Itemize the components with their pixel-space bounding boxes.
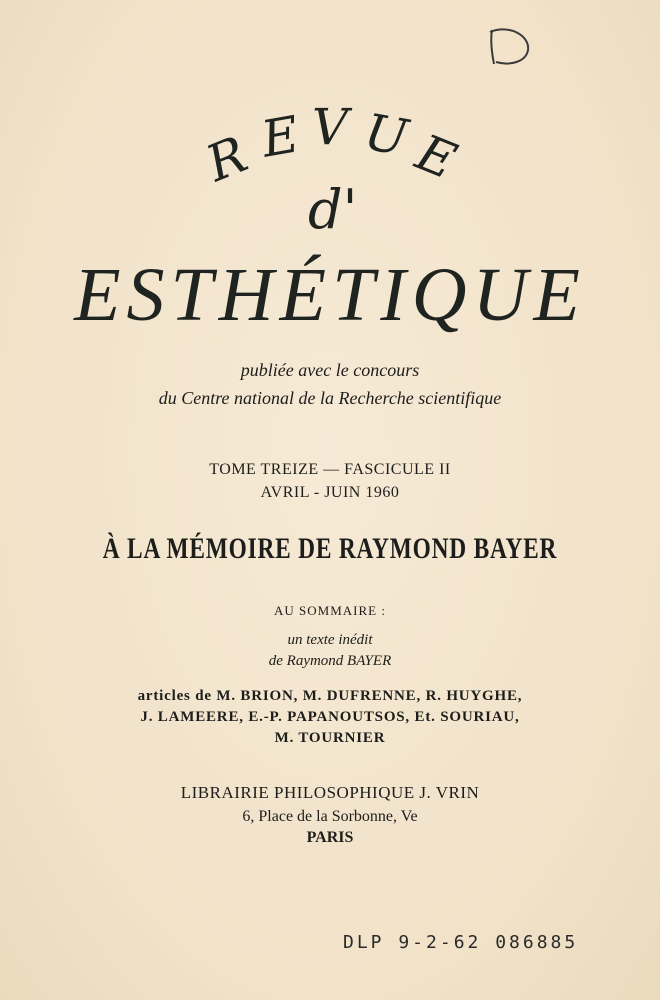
publisher-address: 6, Place de la Sorbonne, Ve	[242, 808, 418, 825]
publisher-name: LIBRAIRIE PHILOSOPHIQUE J. VRIN	[180, 783, 480, 802]
subtitle-line: du Centre national de la Recherche scientifique	[158, 388, 502, 408]
handwritten-mark	[480, 22, 540, 72]
revue-letter: U	[360, 102, 412, 168]
issue-date: AVRIL - JUIN 1960	[260, 484, 400, 501]
contents-line: un texte inédit	[287, 632, 373, 648]
articles-line: J. LAMEERE, E.-P. PAPANOUTSOS, Et. SOURIAU,	[140, 709, 520, 725]
revue-letter: E	[257, 105, 304, 169]
articles-line: M. TOURNIER	[274, 730, 386, 746]
library-stamp: DLP 9-2-62 086885	[343, 932, 579, 953]
publisher-city: PARIS	[306, 829, 354, 846]
contents-label: AU SOMMAIRE :	[274, 603, 386, 618]
articles-line: articles de M. BRION, M. DUFRENNE, R. HUYGHE,	[137, 688, 523, 704]
subtitle-line: publiée avec le concours	[240, 360, 420, 380]
journal-title: ESTHÉTIQUE	[74, 253, 586, 337]
revue-letter: R	[198, 125, 256, 193]
revue-letter: V	[312, 98, 349, 156]
masthead-article: d'	[308, 178, 358, 241]
contents-line: de Raymond BAYER	[268, 653, 392, 669]
revue-letter: E	[408, 123, 465, 191]
issue-tome: TOME TREIZE — FASCICULE II	[209, 461, 451, 478]
issue-heading: À LA MÉMOIRE DE RAYMOND BAYER	[102, 532, 558, 565]
